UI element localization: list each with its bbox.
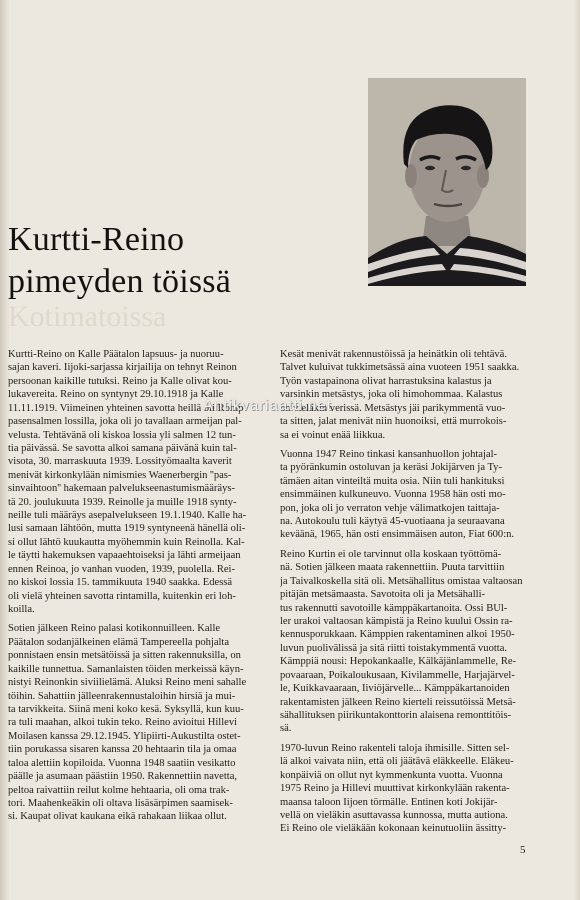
text-line: ler urakoi valtaosan kämpistä ja Reino kuului Ossin ra-	[280, 616, 513, 628]
text-line: ta sitten, jalat menivät niin huonoiksi, että murrokois-	[280, 416, 507, 428]
text-line: ennen Reinoa, jo vanhan vuoden, 1939, puolella. Rei-	[8, 563, 235, 575]
text-line: kaikille tunnettua. Samanlaisten töiden merkeissä käyn-	[8, 663, 244, 675]
text-line: peltoa raivattiin reilut kolme hehtaaria, oli oma trak-	[8, 784, 230, 796]
text-line: ta tarvikkeita. Siinä meni koko kesä. Syksyllä, kun kuu-	[8, 703, 244, 715]
show-through-line: Kotimatoissa	[8, 300, 167, 333]
text-line: oli vielä yhteinen savotta rintamilla, kuitenkin eri loh-	[8, 590, 236, 602]
text-line: ta pyöränkumin ostoluvan ja keräsi Jokijärven ja Ty-	[280, 462, 502, 474]
text-line: tä 20. joulukuuta 1939. Reinolle ja muille 1918 synty-	[8, 496, 237, 508]
text-line: tämäen aitan vinteiltä muita osia. Niin tuli hankituksi	[280, 475, 505, 487]
text-line: varsinkin metsästys, joka oli himohommaa. Kalastus	[280, 389, 503, 401]
text-line: 11.11.1919. Viimeinen yhteinen savotta heillä oli Romp-	[8, 402, 247, 414]
page-edge-shadow	[574, 0, 580, 900]
text-line: no kiskoi lossia 15. tammikuuta 1940 saakka. Edessä	[8, 577, 233, 589]
text-line: le täytti hakemuksen vapaaehtoiseksi ja lähti armeijaan	[8, 550, 241, 562]
article-title-line-1: Kurtti-Reino	[8, 220, 185, 258]
text-line: pasensalmen lossilla, joka oli jo tavallaan armeijan pal-	[8, 416, 242, 428]
text-line: persoonan kaikille tutuksi. Reino ja Kalle olivat kou-	[8, 375, 232, 387]
text-line: 1975 Reino ja Hillevi muuttivat kirkonkylään rakenta-	[280, 783, 510, 795]
text-line: visota, 30. marraskuuta 1939. Lossityömaalta kaverit	[8, 456, 232, 468]
text-line: menivät kirkonkylään nimismies Waenerbergin ''pas-	[8, 469, 232, 481]
text-line: maansa taloon Iijoen törmälle. Entinen koti Jokijär-	[280, 796, 498, 808]
text-line: Työn vastapainona olivat harrastuksina kalastus ja	[280, 375, 492, 387]
text-line: Reino Kurtin ei ole tarvinnut olla koskaan työttömä-	[280, 548, 502, 560]
paragraph	[280, 742, 542, 836]
text-line: sähallituksen piirikuntakonttorin alaisena remonttitöis-	[280, 709, 512, 721]
text-line: velusta. Tehtävänä oli kiskoa lossia yli salmen 12 tun-	[8, 429, 236, 441]
text-line: tia päivässä. Se savotta alkoi samana päivänä kuin tal-	[8, 442, 237, 454]
text-line: nistyi Reinonkin siviilielämä. Aluksi Reino meni sahalle	[8, 677, 247, 689]
text-line: pitäjän metsämaasta. Savotoita oli ja Metsähalli-	[280, 589, 486, 601]
text-line: Kurtti-Reino on Kalle Päätalon lapsuus- ja nuoruu-	[8, 349, 224, 360]
text-line: ja Taivalkoskella sitä oli. Metsähallitus omistaa valtaosan	[280, 575, 523, 587]
paragraph	[280, 548, 542, 736]
paragraph	[8, 622, 270, 823]
text-line: si. Kaupat olivat kaukana eikä rahakaan liikaa ollut.	[8, 811, 227, 823]
text-line: keväänä, 1965, hän osti ensimmäisen auton, Fiat 600:n.	[280, 529, 515, 541]
text-line: sä.	[280, 723, 292, 735]
text-line: konpäiviä on ollut nyt kymmenkunta vuotta. Vuonna	[280, 769, 503, 781]
text-line: tus rakennutti savotoille kämppäkartanoita. Ossi BUl-	[280, 602, 508, 614]
text-line: lukavereita. Reino on syntynyt 29.10.1918 ja Kalle	[8, 389, 224, 401]
page-number: 5	[520, 844, 526, 856]
text-line: le, Kuikkavaaraan, Iiviöjärvelle... Kämppäkartanoiden	[280, 683, 510, 695]
text-line: taloa alettiin kopiloida. Vuonna 1948 saatiin vesikatto	[8, 757, 236, 769]
text-line: nä. Sotien jälkeen maata rakennettiin. Puuta tarvittiin	[280, 562, 505, 574]
paragraph	[8, 348, 270, 616]
text-line: Kesät menivät rakennustöissä ja heinätkin oli tehtävä.	[280, 349, 507, 360]
text-line: si ollut lähtö kuukautta myöhemmin kuin Reinolla. Kal-	[8, 536, 245, 548]
article-title-line-2: pimeyden töissä	[8, 262, 232, 300]
text-line: Talvet kuluivat tukkimetsässä aina vuoteen 1951 saakka.	[280, 362, 520, 374]
text-line: vellä on vieläkin asuttavassa kunnossa, mutta autiona.	[280, 809, 508, 821]
text-line: pon, joka oli jo verraton vehje välimatkojen taittaja-	[280, 502, 500, 514]
right-text-column	[280, 348, 542, 836]
text-line: Kämppiä nousi: Hepokankaalle, Kälkäjänlammelle, Re-	[280, 656, 517, 668]
text-line: ponnistaen ensin metsätöissä ja sitten rakennuksilla, on	[8, 650, 241, 662]
paragraph	[280, 348, 542, 442]
text-line: sinvaihtoon'' hakemaan palvelukseenastumismääräys-	[8, 483, 235, 495]
text-line: Vuonna 1947 Reino tinkasi kansanhuollon johtajal-	[280, 448, 498, 460]
text-line: päälle ja asumaan päästiin 1950. Rakennettiin navetta,	[8, 771, 238, 783]
left-text-column	[8, 348, 270, 824]
text-line: Päätalon sodanjälkeinen elämä Tampereella pohjalta	[8, 636, 230, 648]
article-title	[8, 219, 338, 303]
text-line: Moilasen kanssa 29.12.1945. Ylipiirti-Aukustilta ostet-	[8, 730, 241, 742]
text-line: povaaraan, Poikaloukusaan, Kivilammelle, Harjajärvel-	[280, 669, 515, 681]
text-line: tiin porukassa sisaren kanssa 20 hehtaarin tila ja omaa	[8, 744, 237, 756]
watermark: Antikvariaatti.net	[203, 397, 332, 414]
paragraph	[280, 448, 542, 542]
text-line: sa ei voinut enää liikkua.	[280, 429, 386, 441]
text-line: ensimmäinen kulkuneuvo. Vuonna 1958 hän osti mo-	[280, 489, 506, 501]
text-line: koilla.	[8, 604, 35, 616]
text-line: Sotien jälkeen Reino palasi kotikonnuilleen. Kalle	[8, 623, 221, 635]
text-line: kennusporukkaan. Kämppien rakentaminen alkoi 1950-	[280, 629, 515, 641]
text-line: na. Autokoulu tuli käytyä 45-vuotiaana ja seuraavana	[280, 516, 505, 528]
text-line: tori. Maahenkeäkin oli oltava lisäsärpimen saamisek-	[8, 797, 233, 809]
text-line: rakentamisten jälkeen Reino kierteli reissutöissä Metsä-	[280, 696, 516, 708]
text-line: sajan kaveri. Iijoki-sarjassa kirjailija on tehnyt Reinon	[8, 362, 237, 374]
portrait-image	[368, 78, 526, 286]
text-line: lusi samaan lähtöön, mutta 1919 syntyneenä hänellä oli-	[8, 523, 246, 535]
text-line: luvun puolivälissä ja sitä riitti toistakymmentä vuotta.	[280, 642, 508, 654]
show-through-text	[8, 300, 338, 334]
text-line: on vieläkin verissä. Metsästys jäi parikymmentä vuo-	[280, 402, 506, 414]
text-line: Ei Reino ole vieläkään kokonaan keinutuoliin ässitty-	[280, 823, 507, 835]
text-line: töihin. Sahattiin jälleenrakennustaloihin hirsiä ja mui-	[8, 690, 236, 702]
text-line: ra tuli maahan, alkoi tukin teko. Reino avioitui Hillevi	[8, 717, 238, 729]
text-line: 1970-luvun Reino rakenteli taloja ihmisille. Sitten sel-	[280, 742, 510, 754]
text-line: neille tuli määräys asepalvelukseen 19.1.1940. Kalle ha-	[8, 510, 247, 522]
portrait-photo	[368, 78, 526, 286]
text-line: lä alkoi vaivata niin, että oli jäätävä eläkkeelle. Eläkeu-	[280, 756, 514, 768]
